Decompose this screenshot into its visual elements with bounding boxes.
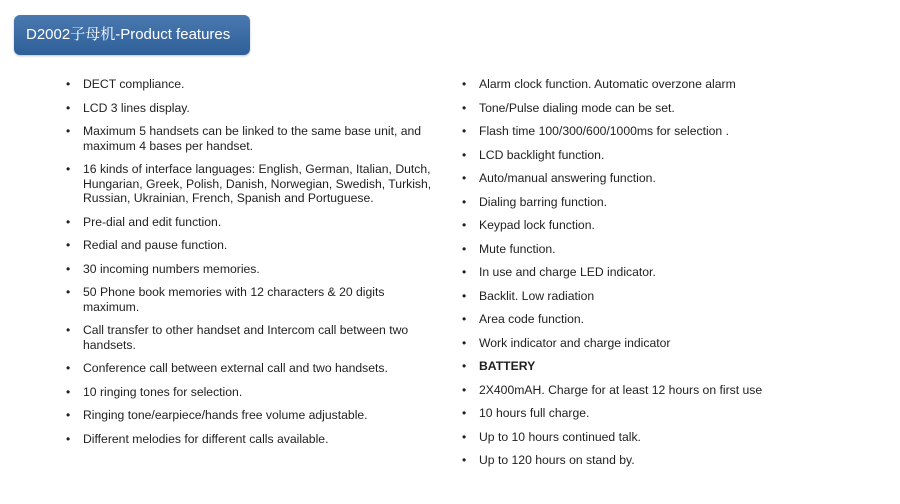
list-item-text: Tone/Pulse dialing mode can be set. — [479, 100, 675, 115]
list-item — [462, 312, 862, 327]
list-item-text: DECT compliance. — [83, 77, 185, 91]
list-item-text: Maximum 5 handsets can be linked to the same base unit, and maximum 4 bases per handset. — [83, 124, 422, 153]
list-item — [462, 289, 862, 304]
list-item-text: 2X400mAH. Charge for at least 12 hours on first use — [479, 382, 763, 397]
list-item-text: Flash time 100/300/600/1000ms for selection . — [479, 124, 729, 138]
bullet: • — [66, 238, 71, 252]
list-item-text: Alarm clock function. Automatic overzone alarm — [479, 77, 736, 91]
list-item — [462, 101, 862, 116]
bullet: • — [462, 359, 467, 373]
list-item — [462, 77, 862, 92]
list-item — [66, 101, 442, 116]
right-feature-list — [462, 77, 862, 477]
bullet: • — [66, 124, 71, 138]
list-item — [462, 171, 862, 186]
list-item-text: 30 incoming numbers memories. — [83, 261, 260, 276]
list-item — [66, 162, 442, 206]
bullet: • — [462, 241, 467, 256]
list-item-text: Different melodies for different calls available. — [83, 431, 329, 446]
bullet: • — [66, 323, 71, 337]
list-item — [462, 242, 862, 257]
list-item — [66, 262, 442, 277]
bullet: • — [66, 214, 71, 229]
bullet: • — [462, 453, 467, 467]
list-item-text: 10 ringing tones for selection. — [83, 384, 243, 399]
list-item — [66, 215, 442, 230]
list-item — [462, 195, 862, 210]
bullet: • — [462, 100, 467, 115]
list-item — [66, 77, 442, 92]
list-item-text: 16 kinds of interface languages: English, German, Italian, Dutch, Hungarian, Greek, Polish, Danish, Norwegian, Swedish, Turkish, Russian, Ukrainian, French, Spanish and Portuguese. — [83, 162, 432, 205]
list-item-text: Conference call between external call and two handsets. — [83, 361, 388, 375]
list-item — [462, 453, 862, 468]
list-item-text: In use and charge LED indicator. — [479, 265, 656, 279]
bullet: • — [66, 361, 71, 375]
list-item — [66, 238, 442, 253]
bullet: • — [462, 288, 467, 303]
list-item-text: Redial and pause function. — [83, 238, 228, 252]
bullet: • — [462, 429, 467, 444]
list-item — [462, 265, 862, 280]
list-item-text: Keypad lock function. — [479, 218, 595, 232]
bullet: • — [462, 406, 467, 420]
list-item-text: 50 Phone book memories with 12 characters & 20 digits maximum. — [83, 285, 385, 314]
bullet: • — [66, 431, 71, 446]
list-item-text: 10 hours full charge. — [479, 406, 590, 420]
bullet: • — [462, 171, 467, 185]
bullet: • — [462, 147, 467, 162]
list-item — [462, 336, 862, 351]
bullet: • — [462, 265, 467, 279]
list-item — [462, 218, 862, 233]
list-item — [66, 385, 442, 400]
left-feature-list — [66, 77, 442, 455]
list-item — [462, 430, 862, 445]
bullet: • — [462, 218, 467, 232]
list-item-text: Area code function. — [479, 312, 585, 326]
bullet: • — [66, 384, 71, 399]
list-item-text: BATTERY — [479, 359, 536, 373]
list-item — [66, 432, 442, 447]
list-item — [66, 408, 442, 423]
list-item-text: Ringing tone/earpiece/hands free volume adjustable. — [83, 408, 368, 422]
bullet: • — [66, 77, 71, 91]
battery-heading — [462, 359, 862, 374]
list-item — [462, 148, 862, 163]
bullet: • — [462, 335, 467, 350]
list-item — [462, 383, 862, 398]
list-item-text: LCD 3 lines display. — [83, 100, 190, 115]
list-item-text: LCD backlight function. — [479, 147, 605, 162]
list-item — [66, 285, 442, 314]
bullet: • — [66, 261, 71, 276]
bullet: • — [66, 285, 71, 299]
page-title — [14, 15, 250, 55]
bullet: • — [462, 194, 467, 209]
list-item-text: Call transfer to other handset and Intercom call between two handsets. — [83, 323, 409, 352]
list-item-text: Work indicator and charge indicator — [479, 335, 671, 350]
bullet: • — [66, 100, 71, 115]
list-item-text: Up to 120 hours on stand by. — [479, 453, 635, 467]
list-item — [66, 124, 442, 153]
list-item-text: Pre-dial and edit function. — [83, 214, 222, 229]
bullet: • — [462, 312, 467, 326]
page-title-text: D2002子母机-Product features — [26, 26, 231, 43]
list-item-text: Up to 10 hours continued talk. — [479, 429, 641, 444]
bullet: • — [462, 77, 467, 91]
list-item — [66, 323, 442, 352]
list-item-text: Backlit. Low radiation — [479, 288, 595, 303]
list-item — [462, 406, 862, 421]
bullet: • — [66, 162, 71, 176]
list-item-text: Auto/manual answering function. — [479, 171, 656, 185]
list-item — [66, 361, 442, 376]
list-item-text: Dialing barring function. — [479, 194, 608, 209]
list-item — [462, 124, 862, 139]
list-item-text: Mute function. — [479, 241, 556, 256]
bullet: • — [66, 408, 71, 422]
bullet: • — [462, 382, 467, 397]
bullet: • — [462, 124, 467, 138]
